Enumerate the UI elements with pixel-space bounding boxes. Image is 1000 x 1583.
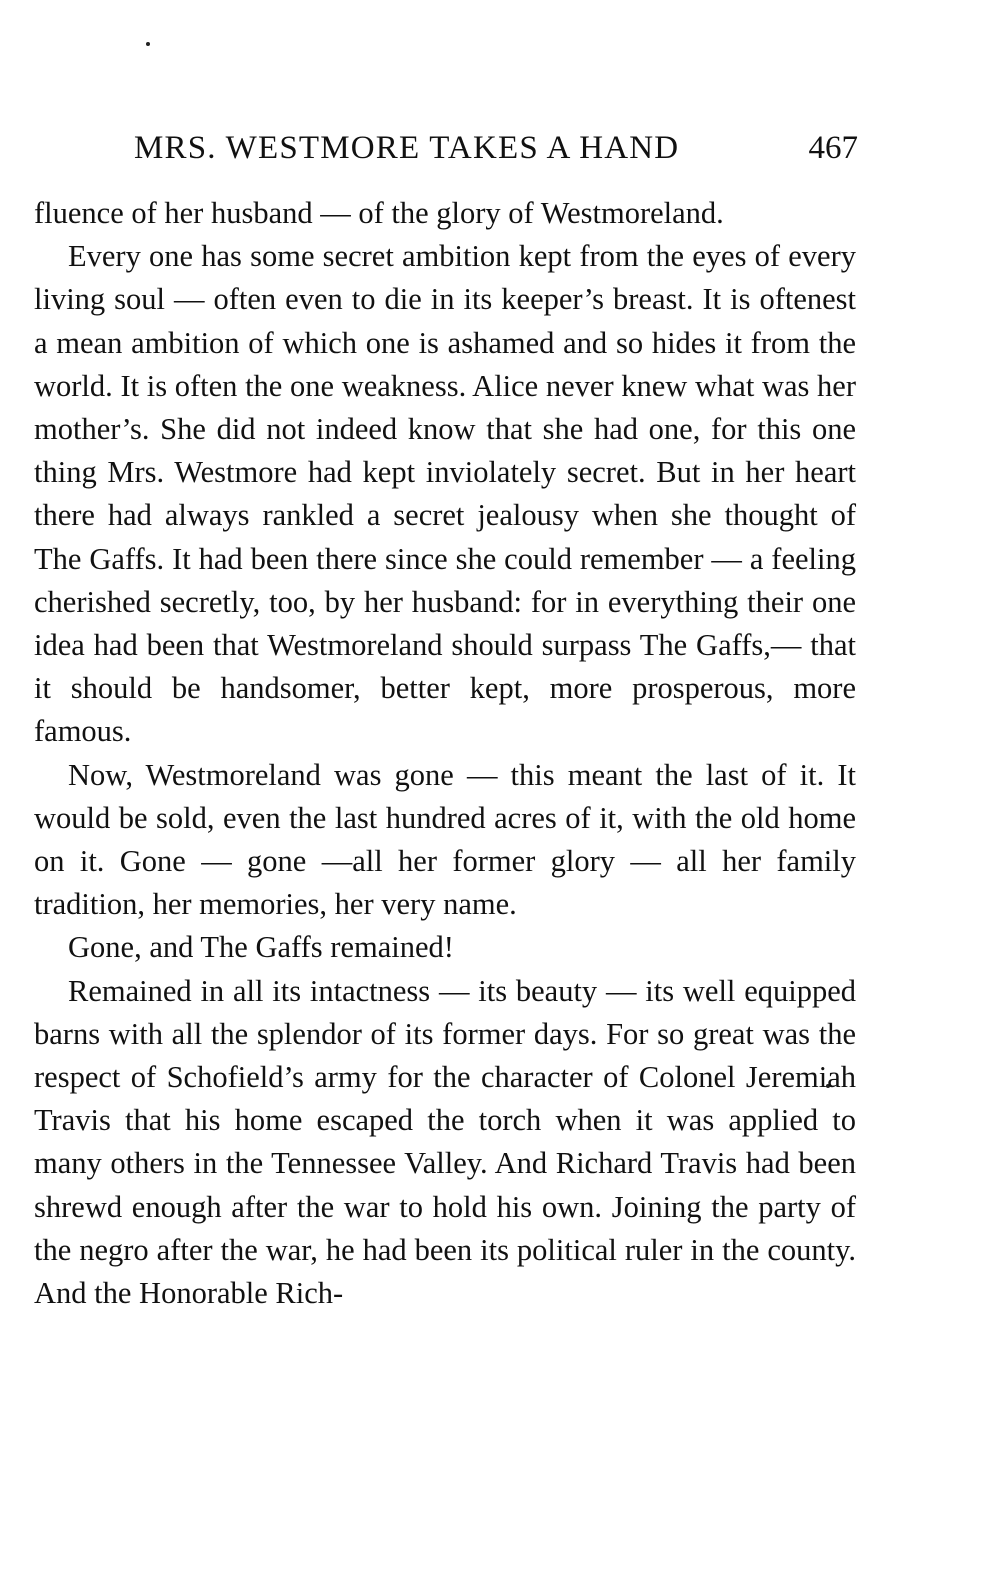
paragraph: Every one has some secret ambition kept from the eyes of every living soul — often even to die in its keeper’s breast. It is oftenest a mean ambition of which one is ashamed and so hides it from the world. It is often the one weakness. Alice never knew what was her mother’s. She did not indeed know that she had one, for this one thing Mrs. Westmore had kept inviolately secret. But in her heart there had always rankled a secret jealousy when she thought of The Gaffs. It had been there since she could remember — a feeling cherished secretly, too, by her husband: for in everything their one idea had been that Westmoreland should surpass The Gaffs,— that it should be handsomer, better kept, more prosperous, more famous. — [34, 239, 856, 749]
page-number: 467 — [808, 130, 858, 166]
paragraph: Now, Westmoreland was gone — this meant the last of it. It would be sold, even the last hundred acres of it, with the old home on it. Gone — gone —all her former glory — all her family tradition, her memories, her very name. — [34, 757, 856, 922]
print-speck — [146, 42, 150, 46]
running-header — [134, 128, 858, 168]
body-text — [34, 192, 856, 1315]
paragraph-continued: fluence of her husband — of the glory of Westmoreland. — [34, 196, 724, 230]
paragraph: Gone, and The Gaffs remained! — [68, 930, 454, 965]
running-title: MRS. WESTMORE TAKES A HAND — [134, 130, 680, 166]
paragraph: Remained in all its intactness — its beauty — its well equipped barns with all the splendor of its former days. For so great was the respect of Schofield’s army for the character of Colonel Jeremiah Travis that his home escaped the torch when it was applied to many others in the Tennessee Valley. And Richard Travis had been shrewd enough after the war to hold his own. Joining the party of the negro after the war, he had been its political ruler in the county. And the Honorable Rich- — [34, 973, 856, 1311]
